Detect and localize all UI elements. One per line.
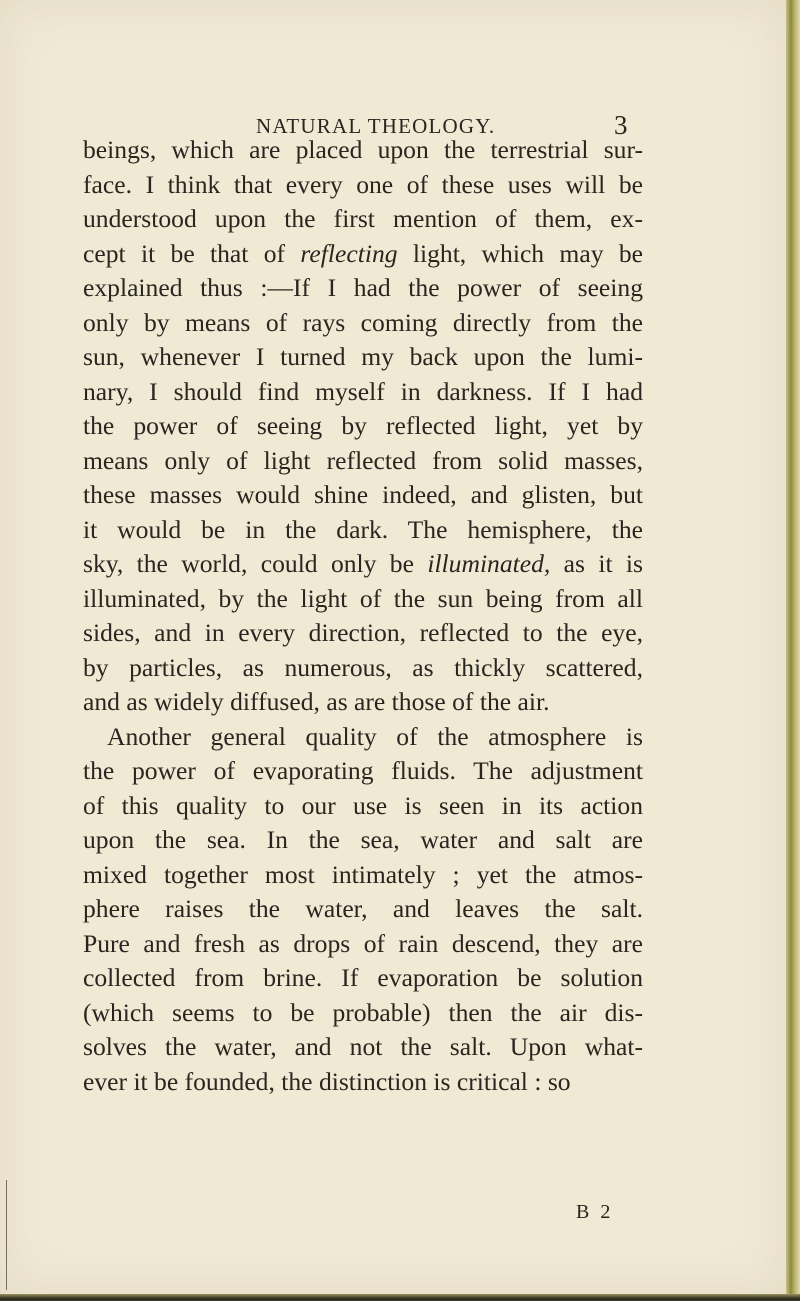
- text-segment: Another general quality of the atmosphere is: [107, 721, 643, 751]
- text-segment: phere raises the water, and leaves the salt.: [83, 894, 643, 923]
- text-segment: and as widely diffused, as are those of the air.: [83, 687, 550, 716]
- text-segment: as it is: [550, 549, 643, 578]
- text-line: [83, 237, 643, 272]
- text-segment: the power of seeing by reflected light, yet by: [83, 411, 643, 440]
- text-line: [83, 720, 643, 755]
- text-segment: the power of evaporating fluids. The adjustment: [83, 756, 643, 785]
- body-text: [83, 133, 643, 1099]
- text-line: [83, 754, 643, 789]
- text-segment: illuminated, by the light of the sun being from all: [83, 583, 643, 613]
- text-line: [83, 582, 643, 617]
- text-line: [83, 271, 643, 306]
- text-segment: sides, and in every direction, reflected to the eye,: [83, 618, 643, 647]
- text-line: [83, 409, 643, 444]
- text-segment: only by means of rays coming directly from the: [83, 307, 643, 337]
- text-line: [83, 340, 643, 375]
- text-segment: collected from brine. If evaporation be solution: [83, 963, 643, 992]
- text-segment: sky, the world, could only be: [83, 549, 428, 578]
- text-segment: means only of light reflected from solid masses,: [83, 445, 643, 475]
- text-line: [83, 823, 643, 858]
- text-line: [83, 547, 643, 582]
- text-line: [83, 996, 643, 1031]
- italic-text: reflecting: [300, 238, 398, 268]
- text-segment: it would be in the dark. The hemisphere, the: [83, 514, 643, 544]
- text-line: [83, 202, 643, 237]
- text-line: [83, 892, 643, 927]
- text-segment: solves the water, and not the salt. Upon what-: [83, 1032, 643, 1061]
- text-line: [83, 306, 643, 341]
- page-edge-right: [786, 0, 800, 1301]
- signature-mark: B 2: [576, 1201, 614, 1223]
- page-margin-mark: [6, 1180, 7, 1290]
- text-segment: light, which may be: [397, 238, 643, 268]
- text-line: [83, 651, 643, 686]
- text-segment: beings, which are placed upon the terrestrial sur-: [83, 135, 643, 164]
- text-line: [83, 961, 643, 996]
- text-line: [83, 685, 643, 720]
- text-segment: upon the sea. In the sea, water and salt are: [83, 825, 643, 854]
- text-line: [83, 1030, 643, 1065]
- text-segment: by particles, as numerous, as thickly scattered,: [83, 652, 643, 682]
- text-segment: ever it be founded, the distinction is critical : so: [83, 1066, 571, 1096]
- text-segment: sun, whenever I turned my back upon the lumi-: [83, 342, 643, 371]
- text-segment: these masses would shine indeed, and glisten, but: [83, 480, 643, 509]
- page-number: 3: [614, 110, 628, 140]
- text-line: [83, 444, 643, 479]
- text-line: [83, 513, 643, 548]
- page-edge-bottom: [0, 1294, 800, 1301]
- text-line: [83, 1065, 643, 1100]
- running-head: NATURAL THEOLOGY.: [256, 114, 496, 138]
- text-line: [83, 927, 643, 962]
- text-segment: nary, I should find myself in darkness. If I had: [83, 376, 643, 406]
- text-segment: mixed together most intimately ; yet the atmos-: [83, 859, 643, 889]
- text-segment: Pure and fresh as drops of rain descend, they are: [83, 928, 643, 958]
- text-line: [83, 375, 643, 410]
- text-line: [83, 133, 643, 168]
- text-segment: (which seems to be probable) then the air dis-: [83, 997, 643, 1027]
- text-line: [83, 168, 643, 203]
- text-segment: explained thus :—If I had the power of seeing: [83, 273, 643, 302]
- text-segment: understood upon the first mention of them, ex-: [83, 204, 643, 233]
- italic-text: illuminated,: [427, 549, 551, 578]
- text-line: [83, 789, 643, 824]
- text-line: [83, 616, 643, 651]
- text-segment: face. I think that every one of these uses will be: [83, 169, 643, 199]
- text-line: [83, 858, 643, 893]
- text-segment: of this quality to our use is seen in its action: [83, 790, 643, 820]
- text-line: [83, 478, 643, 513]
- text-segment: cept it be that of: [83, 238, 301, 268]
